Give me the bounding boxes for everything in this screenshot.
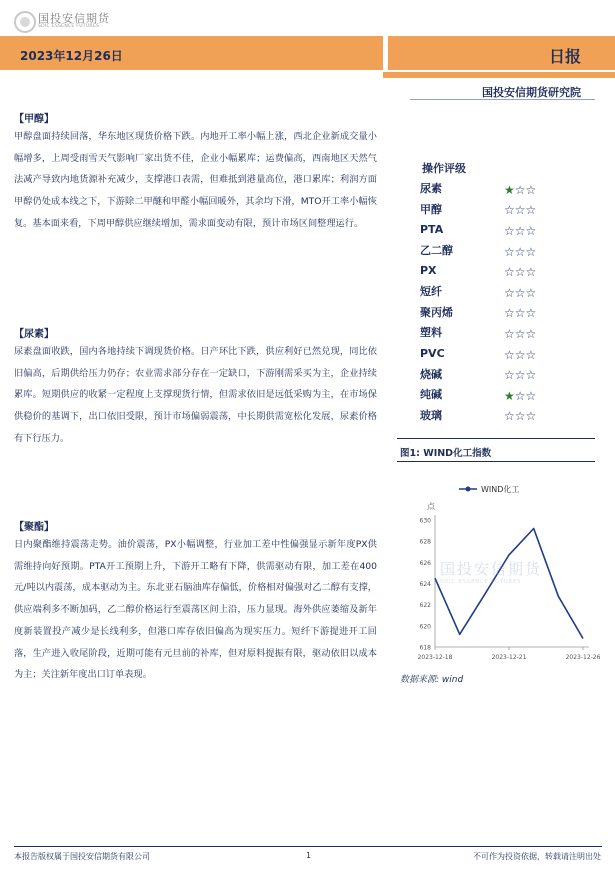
rating-name: PVC bbox=[420, 346, 445, 360]
rating-row bbox=[420, 405, 580, 426]
star-empty-icon: ☆ bbox=[514, 326, 526, 341]
star-empty-icon: ☆ bbox=[504, 223, 515, 238]
star-empty-icon: ☆ bbox=[525, 285, 537, 300]
rating-row bbox=[420, 343, 580, 364]
rating-row bbox=[420, 363, 580, 384]
star-empty-icon: ☆ bbox=[525, 306, 537, 321]
star-empty-icon: ☆ bbox=[514, 306, 526, 321]
rating-row bbox=[420, 178, 580, 199]
y-axis-label: 点 bbox=[427, 502, 435, 511]
rating-stars bbox=[504, 220, 536, 239]
y-tick-label: 620 bbox=[419, 623, 431, 631]
rating-stars bbox=[504, 405, 536, 424]
section-title-polyester: 【聚酯】 bbox=[14, 522, 54, 533]
section-body-methanol: 甲醇盘面持续回落，华东地区现货价格下跌。内地开工率小幅上涨，西北企业新成交量小幅增多，上周受雨雪天气影响厂家出货不佳，企业小幅累库；运费偏高，西南地区天然气法减产导致内地货源补充减少，支撑港口表需，但难抵到港量高位，港口累库；利润方面甲醇仍处成本线之下，下游除二甲醚和甲醛小幅回暖外，其余均下滑，MTO开工率小幅恢复。基本面来看，下周甲醇供应继续增加，需求面变动有限，预计市场区间整理运行。 bbox=[14, 131, 377, 229]
rating-name: 短纤 bbox=[420, 285, 442, 299]
y-tick-label: 630 bbox=[419, 517, 431, 525]
rating-name: 乙二醇 bbox=[420, 244, 453, 258]
rating-stars bbox=[504, 323, 536, 342]
rating-name: PX bbox=[420, 264, 437, 278]
rating-name: 玻璃 bbox=[420, 408, 442, 422]
rating-stars bbox=[504, 344, 536, 363]
ratings-list bbox=[420, 178, 580, 425]
star-empty-icon: ☆ bbox=[504, 203, 515, 218]
rating-row bbox=[420, 384, 580, 405]
section-title-urea: 【尿素】 bbox=[14, 329, 54, 340]
rating-stars bbox=[504, 282, 536, 301]
rating-stars bbox=[504, 179, 536, 198]
x-tick-label: 2023-12-26 bbox=[565, 654, 601, 661]
section-title-methanol: 【甲醇】 bbox=[14, 114, 54, 125]
star-empty-icon: ☆ bbox=[504, 326, 515, 341]
legend-label: WIND化工 bbox=[481, 485, 520, 494]
rating-name: 纯碱 bbox=[420, 388, 442, 402]
star-empty-icon: ☆ bbox=[525, 326, 537, 341]
y-tick-label: 628 bbox=[419, 538, 431, 546]
star-empty-icon: ☆ bbox=[514, 388, 526, 403]
star-empty-icon: ☆ bbox=[504, 368, 515, 383]
x-tick-label: 2023-12-21 bbox=[491, 654, 527, 661]
report-title: 日报 bbox=[548, 47, 581, 66]
star-empty-icon: ☆ bbox=[525, 182, 537, 197]
rating-row bbox=[420, 322, 580, 343]
section-body-polyester: 日内聚酯维持震荡走势。油价震荡，PX小幅调整，行业加工差中性偏强显示新年度PX供需维持向好预期。PTA开工预期上升，下游开工略有下降，供需驱动有限，加工差在400元/吨以内震荡，成本驱动为主。东北亚石脑油库存偏低，价格相对偏强对乙二醇有支撑，供应端利多不断加码，乙二醇价格运行至震荡区间上沿，压力显现。海外供应萎缩及新年度新装置投产减少是长线利多，但港口库存依旧偏高为现实压力。短纤下游提进开工回落，生产进入收尾阶段，近期可能有元旦前的补库，但对原料提振有限，驱动依旧以成本为主；关注新年度出口订单表现。 bbox=[14, 539, 377, 681]
star-empty-icon: ☆ bbox=[525, 409, 537, 424]
y-tick-label: 618 bbox=[419, 644, 431, 652]
watermark-text: 国投安信期货 bbox=[440, 560, 543, 578]
rating-stars bbox=[504, 302, 536, 321]
star-empty-icon: ☆ bbox=[504, 306, 515, 321]
star-empty-icon: ☆ bbox=[514, 285, 526, 300]
rating-stars bbox=[504, 364, 536, 383]
y-tick-label: 622 bbox=[419, 602, 431, 610]
title-underline-bar bbox=[383, 72, 615, 78]
rating-row bbox=[420, 240, 580, 261]
star-empty-icon: ☆ bbox=[525, 388, 537, 403]
footer-disclaimer: 不可作为投资依据，转载请注明出处 bbox=[473, 852, 601, 861]
star-empty-icon: ☆ bbox=[525, 203, 537, 218]
rating-row bbox=[420, 199, 580, 220]
series-line bbox=[435, 529, 583, 639]
star-empty-icon: ☆ bbox=[504, 265, 515, 280]
star-empty-icon: ☆ bbox=[514, 368, 526, 383]
footer-divider bbox=[14, 846, 602, 847]
figure-top-rule bbox=[397, 438, 595, 439]
page-number: 1 bbox=[306, 851, 312, 860]
figure-source: 数据来源: wind bbox=[400, 675, 464, 685]
star-empty-icon: ☆ bbox=[504, 409, 515, 424]
star-empty-icon: ☆ bbox=[514, 244, 526, 259]
logo-name: 国投安信期货 bbox=[38, 12, 110, 25]
rating-name: 塑料 bbox=[420, 326, 442, 340]
star-empty-icon: ☆ bbox=[504, 347, 515, 362]
figure-title: 图1: WIND化工指数 bbox=[400, 448, 492, 459]
x-tick-label: 2023-12-18 bbox=[417, 654, 453, 661]
logo-english-name: SDIC ESSENCE FUTURES bbox=[38, 24, 100, 29]
company-logo bbox=[14, 9, 134, 35]
rating-name: 烧碱 bbox=[420, 367, 442, 381]
star-empty-icon: ☆ bbox=[514, 409, 526, 424]
footer-copyright: 本报告版权属于国投安信期货有限公司 bbox=[14, 852, 150, 861]
watermark-english-text: SDIC ESSENCE FUTURES bbox=[440, 579, 522, 585]
star-empty-icon: ☆ bbox=[525, 265, 537, 280]
wind-chemical-index-chart bbox=[397, 475, 601, 665]
rating-name: 尿素 bbox=[420, 182, 442, 196]
section-body-urea: 尿素盘面收跌，国内各地持续下调现货价格。日产环比下跌，供应利好已然兑现，同比依旧偏高，后期供给压力仍存；农业需求部分存在一定缺口，下游刚需采买为主，企业持续累库。短期供应的收紧一定程度上支撑现货行情，但需求依旧是远低采购为主，在市场保供稳价的基调下，出口依旧受限，预计市场偏弱震荡，中长期供需宽松化发展，尿素价格有下行压力。 bbox=[14, 346, 377, 444]
star-empty-icon: ☆ bbox=[514, 203, 526, 218]
header-divider bbox=[410, 99, 595, 100]
rating-stars bbox=[504, 385, 536, 404]
figure-title-rule bbox=[397, 461, 595, 462]
rating-stars bbox=[504, 261, 536, 280]
star-empty-icon: ☆ bbox=[514, 223, 526, 238]
legend-marker bbox=[466, 487, 471, 492]
star-empty-icon: ☆ bbox=[504, 244, 515, 259]
star-empty-icon: ☆ bbox=[514, 347, 526, 362]
y-tick-label: 624 bbox=[419, 581, 431, 588]
star-empty-icon: ☆ bbox=[525, 244, 537, 259]
star-empty-icon: ☆ bbox=[525, 223, 537, 238]
report-date: 2023年12月26日 bbox=[20, 49, 123, 63]
star-empty-icon: ☆ bbox=[525, 368, 537, 383]
rating-stars bbox=[504, 241, 536, 260]
department-name: 国投安信期货研究院 bbox=[482, 86, 581, 99]
rating-name: 甲醇 bbox=[420, 202, 442, 216]
ratings-title: 操作评级 bbox=[422, 162, 466, 175]
rating-stars bbox=[504, 199, 536, 218]
rating-row bbox=[420, 260, 580, 281]
logo-emblem-icon bbox=[14, 11, 36, 33]
star-empty-icon: ☆ bbox=[514, 265, 526, 280]
star-empty-icon: ☆ bbox=[525, 347, 537, 362]
rating-row bbox=[420, 281, 580, 302]
star-empty-icon: ☆ bbox=[504, 285, 515, 300]
star-filled-icon: ★ bbox=[504, 388, 515, 403]
rating-row bbox=[420, 302, 580, 323]
y-tick-label: 626 bbox=[419, 559, 431, 567]
rating-row bbox=[420, 219, 580, 240]
rating-name: PTA bbox=[420, 222, 444, 236]
star-empty-icon: ☆ bbox=[514, 182, 526, 197]
star-filled-icon: ★ bbox=[504, 182, 515, 197]
rating-name: 聚丙烯 bbox=[420, 305, 453, 319]
